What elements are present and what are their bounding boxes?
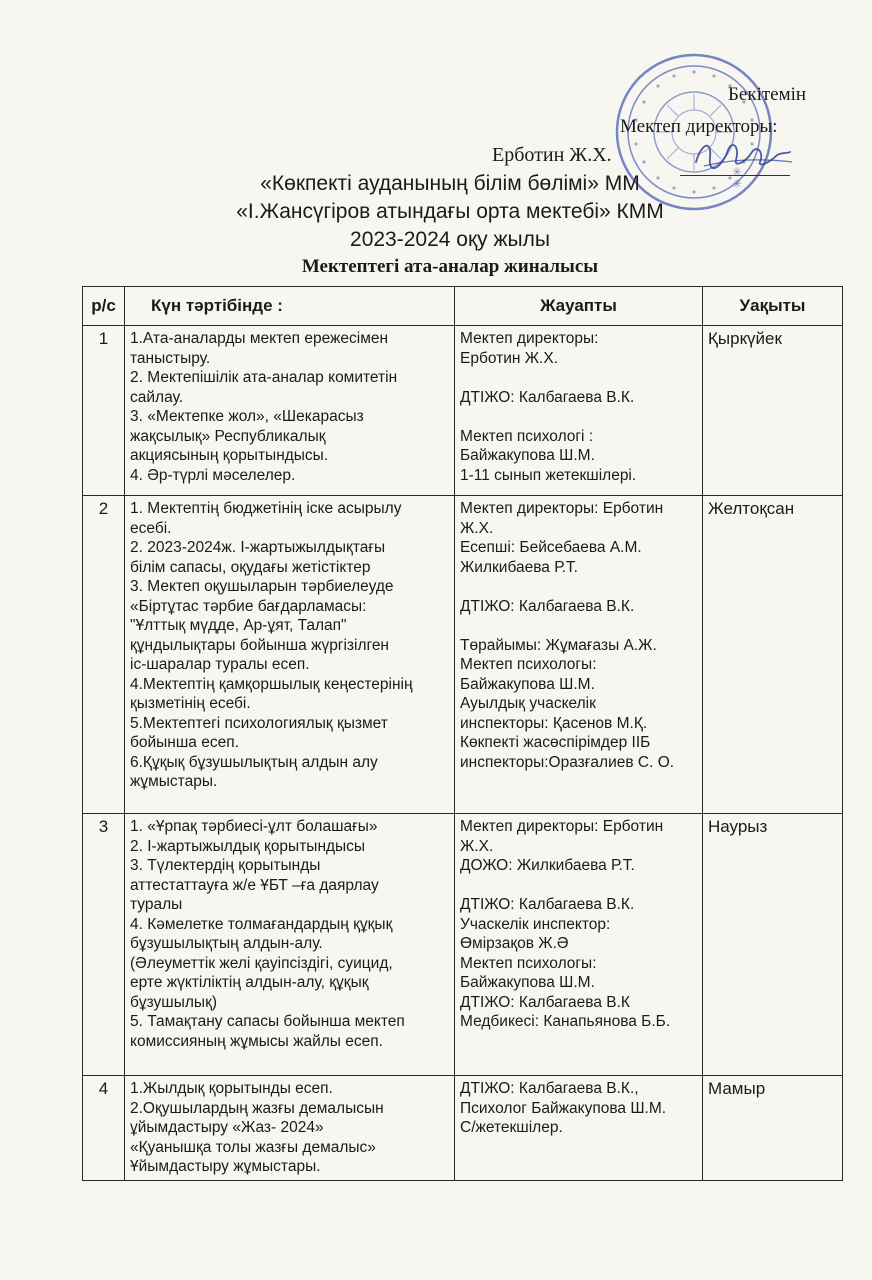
approved-label: Бекітемін bbox=[728, 84, 807, 105]
responsible-cell-line: Ж.Х. bbox=[460, 519, 494, 537]
agenda-cell-line: 3. Мектеп оқушыларын тәрбиелеуде bbox=[130, 578, 394, 595]
header-number: р/с bbox=[83, 287, 125, 326]
responsible-cell bbox=[455, 496, 703, 814]
header-time: Уақыты bbox=[703, 287, 843, 326]
table-row bbox=[83, 814, 843, 1076]
agenda-cell-line: құндылықтары бойынша жүргізілген bbox=[130, 636, 389, 654]
agenda-cell-line: Ұйымдастыру жұмыстары. bbox=[130, 1158, 321, 1175]
svg-text:✳: ✳ bbox=[732, 177, 743, 191]
agenda-cell-line: 2. 2023-2024ж. І-жартыжылдықтағы bbox=[130, 539, 386, 556]
agenda-cell-line: 4. Әр-түрлі мәселелер. bbox=[130, 466, 296, 484]
agenda-cell-line: акциясының қорытындысы. bbox=[130, 447, 329, 464]
agenda-cell-line: туралы bbox=[130, 896, 183, 913]
director-title: Мектеп директоры: bbox=[620, 116, 778, 137]
responsible-cell-line: Ерботин Ж.Х. bbox=[460, 349, 559, 367]
agenda-cell-line: 2. І-жартыжылдық қорытындысы bbox=[130, 837, 366, 855]
time-cell: Желтоқсан bbox=[703, 496, 843, 814]
responsible-cell-line: инспекторы: Қасенов М.Қ. bbox=[460, 714, 648, 732]
responsible-cell bbox=[455, 1076, 703, 1181]
agenda-cell-line: «Қуанышқа толы жазғы демалыс» bbox=[130, 1138, 376, 1156]
blank-line bbox=[460, 616, 697, 636]
agenda-cell-line: 2. Мектепішілік ата-аналар комитетін bbox=[130, 369, 398, 386]
responsible-cell-line: Мектеп психологі : bbox=[460, 427, 594, 445]
responsible-cell-line: ДТІЖО: Калбагаева В.К bbox=[460, 993, 630, 1011]
agenda-cell-line: 5. Тамақтану сапасы бойынша мектеп bbox=[130, 1013, 405, 1030]
academic-year: 2023-2024 оқу жылы bbox=[350, 228, 550, 251]
time-cell: Қыркүйек bbox=[703, 326, 843, 496]
responsible-cell-line: Байжакупова Ш.М. bbox=[460, 447, 595, 464]
agenda-cell-line: таныстыру. bbox=[130, 349, 211, 367]
agenda-cell bbox=[125, 326, 455, 496]
meetings-table bbox=[82, 286, 843, 1181]
agenda-cell-line: 4. Кәмелетке толмағандардың құқық bbox=[130, 915, 393, 933]
agenda-cell-line: есебі. bbox=[130, 519, 172, 537]
responsible-cell bbox=[455, 814, 703, 1076]
director-signature bbox=[688, 132, 798, 176]
blank-line bbox=[460, 407, 697, 427]
responsible-cell-line: Психолог Байжакупова Ш.М. bbox=[460, 1099, 667, 1117]
responsible-cell-line: С/жетекшілер. bbox=[460, 1119, 563, 1136]
table-header-row bbox=[83, 287, 843, 326]
agenda-cell bbox=[125, 1076, 455, 1181]
org-line-school: «І.Жансүгіров атындағы орта мектебі» КММ bbox=[236, 200, 664, 223]
responsible-cell-line: Мектеп директоры: Ерботин bbox=[460, 500, 664, 517]
responsible-cell bbox=[455, 326, 703, 496]
time-cell: Мамыр bbox=[703, 1076, 843, 1181]
responsible-cell-line: Медбикесі: Канапьянова Б.Б. bbox=[460, 1013, 671, 1030]
director-name: Ерботин Ж.Х. bbox=[492, 144, 612, 166]
org-line-department: «Көкпекті ауданының білім бөлімі» ММ bbox=[260, 172, 640, 195]
agenda-cell-line: білім сапасы, оқудағы жетістіктер bbox=[130, 558, 371, 576]
responsible-cell-line: 1-11 сынып жетекшілері. bbox=[460, 466, 637, 484]
responsible-cell-line: Мектеп директоры: Ерботин bbox=[460, 818, 664, 835]
agenda-cell-line: бұзушылықтың алдын-алу. bbox=[130, 935, 323, 952]
agenda-cell-line: 3. «Мектепке жол», «Шекарасыз bbox=[130, 408, 364, 425]
agenda-cell-line: «Біртұтас тәрбие бағдарламасы: bbox=[130, 597, 367, 615]
agenda-cell-line: 3. Түлектердің қорытынды bbox=[130, 857, 321, 874]
responsible-cell-line: Есепші: Бейсебаева А.М. bbox=[460, 539, 642, 556]
responsible-cell-line: Көкпекті жасөспірімдер ІІБ bbox=[460, 734, 651, 751]
agenda-cell-line: бойынша есеп. bbox=[130, 734, 239, 751]
agenda-cell-line: (Әлеуметтік желі қауіпсіздігі, суицид, bbox=[130, 954, 393, 972]
responsible-cell-line: Жилкибаева Р.Т. bbox=[460, 558, 578, 576]
row-number: 4 bbox=[83, 1076, 125, 1181]
table-row bbox=[83, 326, 843, 496]
table-row bbox=[83, 496, 843, 814]
responsible-cell-line: Мектеп психологы: bbox=[460, 954, 597, 972]
responsible-cell-line: инспекторы:Оразғалиев С. О. bbox=[460, 753, 675, 771]
responsible-cell-line: ДТІЖО: Калбагаева В.К. bbox=[460, 388, 635, 406]
responsible-cell-line: ДТІЖО: Калбагаева В.К. bbox=[460, 896, 635, 913]
agenda-cell-line: 6.Құқық бұзушылықтың алдын алу bbox=[130, 753, 378, 771]
agenda-cell-line: 1.Жылдық қорытынды есеп. bbox=[130, 1080, 333, 1097]
responsible-cell-line: Мектеп психологы: bbox=[460, 656, 597, 673]
agenda-cell-line: бұзушылық) bbox=[130, 993, 218, 1011]
responsible-cell-line: Төрайымы: Жұмағазы А.Ж. bbox=[460, 636, 657, 654]
table-row bbox=[83, 1076, 843, 1181]
responsible-cell-line: ДОЖО: Жилкибаева Р.Т. bbox=[460, 857, 635, 874]
responsible-cell-line: Учаскелік инспектор: bbox=[460, 915, 611, 933]
agenda-cell-line: 1.Ата-аналарды мектеп ережесімен bbox=[130, 330, 389, 347]
agenda-cell-line: "Ұлттық мүдде, Ар-ұят, Талап" bbox=[130, 617, 347, 634]
blank-line bbox=[460, 876, 697, 896]
responsible-cell-line: Ж.Х. bbox=[460, 837, 494, 855]
responsible-cell-line: Өмірзақов Ж.Ә bbox=[460, 935, 569, 952]
header-agenda: Күн тәртібінде : bbox=[125, 287, 455, 326]
blank-line bbox=[460, 368, 697, 388]
agenda-cell-line: комиссияның жұмысы жайлы есеп. bbox=[130, 1032, 383, 1050]
agenda-cell-line: 1. Мектептің бюджетінің іске асырылу bbox=[130, 500, 402, 517]
agenda-cell-line: ерте жүктіліктің алдын-алу, құқық bbox=[130, 974, 369, 991]
responsible-cell-line: Байжакупова Ш.М. bbox=[460, 675, 595, 693]
blank-line bbox=[460, 577, 697, 597]
row-number: 2 bbox=[83, 496, 125, 814]
agenda-cell-line: жақсылық» Республикалық bbox=[130, 427, 326, 445]
header-responsible: Жауапты bbox=[455, 287, 703, 326]
agenda-cell-line: 1. «Ұрпақ тәрбиесі-ұлт болашағы» bbox=[130, 818, 378, 835]
agenda-cell-line: сайлау. bbox=[130, 388, 184, 406]
svg-text:✳: ✳ bbox=[732, 165, 743, 179]
row-number: 1 bbox=[83, 326, 125, 496]
agenda-cell-line: ұйымдастыру «Жаз- 2024» bbox=[130, 1119, 324, 1136]
agenda-cell-line: қызметінің есебі. bbox=[130, 695, 251, 712]
responsible-cell-line: Байжакупова Ш.М. bbox=[460, 974, 595, 991]
responsible-cell-line: ДТІЖО: Калбагаева В.К., bbox=[460, 1080, 639, 1097]
agenda-cell-line: 5.Мектептегі психологиялық қызмет bbox=[130, 714, 388, 732]
agenda-cell-line: 4.Мектептің қамқоршылық кеңестерінің bbox=[130, 675, 413, 693]
responsible-cell-line: Ауылдық учаскелік bbox=[460, 695, 596, 712]
row-number: 3 bbox=[83, 814, 125, 1076]
agenda-cell-line: аттестаттауға ж/е ҰБТ –ға даярлау bbox=[130, 876, 379, 894]
agenda-cell-line: жұмыстары. bbox=[130, 773, 218, 790]
responsible-cell-line: ДТІЖО: Калбагаева В.К. bbox=[460, 597, 635, 615]
document-title: Мектептегі ата-аналар жиналысы bbox=[301, 256, 599, 277]
responsible-cell-line: Мектеп директоры: bbox=[460, 330, 599, 347]
agenda-cell-line: іс-шаралар туралы есеп. bbox=[130, 656, 310, 673]
agenda-cell-line: 2.Оқушылардың жазғы демалысын bbox=[130, 1099, 384, 1117]
agenda-cell bbox=[125, 814, 455, 1076]
agenda-cell bbox=[125, 496, 455, 814]
time-cell: Наурыз bbox=[703, 814, 843, 1076]
